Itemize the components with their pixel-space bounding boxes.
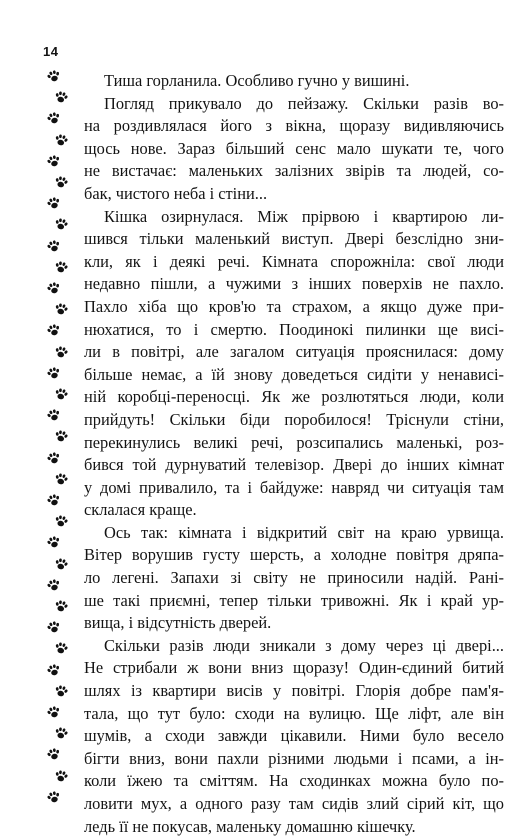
text-line: більше немає, а їй знову доведеться сидіти у ненависі-	[84, 364, 504, 384]
paw-print-icon	[44, 66, 63, 85]
text-line: шився тільки маленький виступ. Двері безслідно зни-	[84, 229, 504, 249]
text-line: щось нове. Зараз більший сенс мало шукати те, чого	[84, 138, 504, 158]
text-line: коли їжею та сміттям. На сходинках можна було по-	[84, 771, 504, 791]
paw-print-icon	[52, 88, 70, 106]
page-number: 14	[43, 44, 59, 59]
text-line: Скільки разів люди зникали з дому через ці двері...	[104, 635, 504, 655]
paw-print-icon	[44, 617, 63, 636]
paw-print-icon	[52, 554, 70, 572]
text-line: Погляд прикувало до пейзажу. Скільки разів во-	[104, 93, 504, 113]
text-line: Тиша горланила. Особливо гучно у вишині.	[104, 71, 410, 90]
text-line: прийдуть! Скільки біди поробилося! Тріснули стіни,	[84, 409, 504, 429]
text-line: на роздивлялася його з вікна, щоразу видивляючись	[84, 116, 504, 136]
paw-print-icon	[52, 639, 70, 657]
text-line: бився той дурнуватий телевізор. Двері до інших кімнат	[84, 455, 504, 475]
text-line: бак, чистого неба і стіни...	[84, 183, 268, 203]
text-line: ло легені. Запахи зі світу не приносили надій. Рані-	[84, 568, 504, 588]
paw-print-icon	[52, 130, 70, 148]
text-line: шумів, а сходи завжди цікавили. Ними було весело	[84, 726, 504, 746]
paw-print-icon	[44, 787, 63, 806]
paw-print-icon	[52, 766, 70, 784]
text-line: ній коробці-переносці. Як же розлютяться люди, коли	[84, 387, 504, 407]
paw-print-icon	[52, 384, 70, 402]
paw-print-icon	[44, 744, 63, 763]
paw-print-icon	[52, 342, 70, 360]
paw-print-icon	[44, 236, 63, 255]
paw-print-icon	[44, 490, 63, 509]
text-line: шлях із квартири висів у повітрі. Глорія добре пам'я-	[84, 681, 504, 701]
paw-print-icon	[44, 108, 63, 127]
paw-print-icon	[44, 660, 63, 679]
text-line: Ось так: кімната і відкритий світ на краю урвища.	[104, 522, 504, 542]
text-line: склалася краще.	[84, 500, 197, 520]
text-line: Кішка озирнулася. Між прірвою і квартирою ли-	[104, 206, 504, 226]
body-text	[84, 70, 504, 838]
paw-print-icon	[44, 405, 63, 424]
text-line: ловити мух, а одного разу там сидів злий сірий кіт, що	[84, 794, 504, 813]
paw-print-icon	[52, 469, 70, 487]
paw-print-icon	[52, 512, 70, 530]
text-line: у домі привалило, та і байдуже: навряд чи ситуація там	[84, 477, 504, 497]
text-line: вища, і відсутність дверей.	[84, 613, 272, 633]
paw-print-icon	[44, 363, 63, 382]
text-line: тала, що тут було: сходи на вулицю. Ще ліфт, але він	[84, 703, 504, 723]
text-line: кли, як і деякі речі. Кімната спорожніла: свої люди	[84, 251, 504, 271]
paw-print-icon	[52, 681, 70, 699]
paw-print-icon	[52, 596, 70, 614]
paw-print-icon	[52, 172, 70, 190]
paw-print-icon	[52, 215, 70, 233]
text-line: недавно пішли, а чужими з інших поверхів не пахло.	[84, 274, 504, 294]
paw-print-icon	[44, 532, 63, 551]
paw-print-icon	[52, 257, 70, 275]
paw-print-icon	[44, 151, 63, 170]
paw-print-icon	[44, 702, 63, 721]
text-line: ледь її не покусав, маленьку домашню кішечку.	[84, 816, 416, 836]
paw-print-icon	[44, 448, 63, 467]
text-line: перекинулись великі речі, розсипались маленькі, роз-	[84, 432, 504, 452]
text-line: Вітер ворушив густу шерсть, а холодне повітря дряпа-	[84, 545, 504, 565]
paw-print-icon	[52, 300, 70, 318]
text-line: ли в повітрі, але загалом ситуація прояснилася: дому	[84, 342, 504, 362]
text-line: бігти вниз, вони пахли різними людьми і псами, а ін-	[84, 748, 504, 768]
text-line: Пахло хіба що кров'ю та страхом, а якщо дуже при-	[84, 296, 504, 316]
text-line: нюхатися, то і смертю. Поодинокі пилинки ще висі-	[84, 319, 504, 339]
paw-print-icon	[44, 278, 63, 297]
paw-print-icon	[52, 724, 70, 742]
text-line: ше такі приємні, тепер тільки тривожні. Як і край ур-	[84, 590, 504, 610]
paw-print-icon	[44, 320, 63, 339]
text-line: не вистачає: маленьких залізних звірів та людей, со-	[84, 161, 504, 181]
paw-print-icon	[44, 193, 63, 212]
paw-print-icon	[44, 575, 63, 594]
paw-print-icon	[52, 427, 70, 445]
text-line: Не стрибали ж вони вниз щоразу! Один-єдиний битий	[84, 658, 504, 678]
